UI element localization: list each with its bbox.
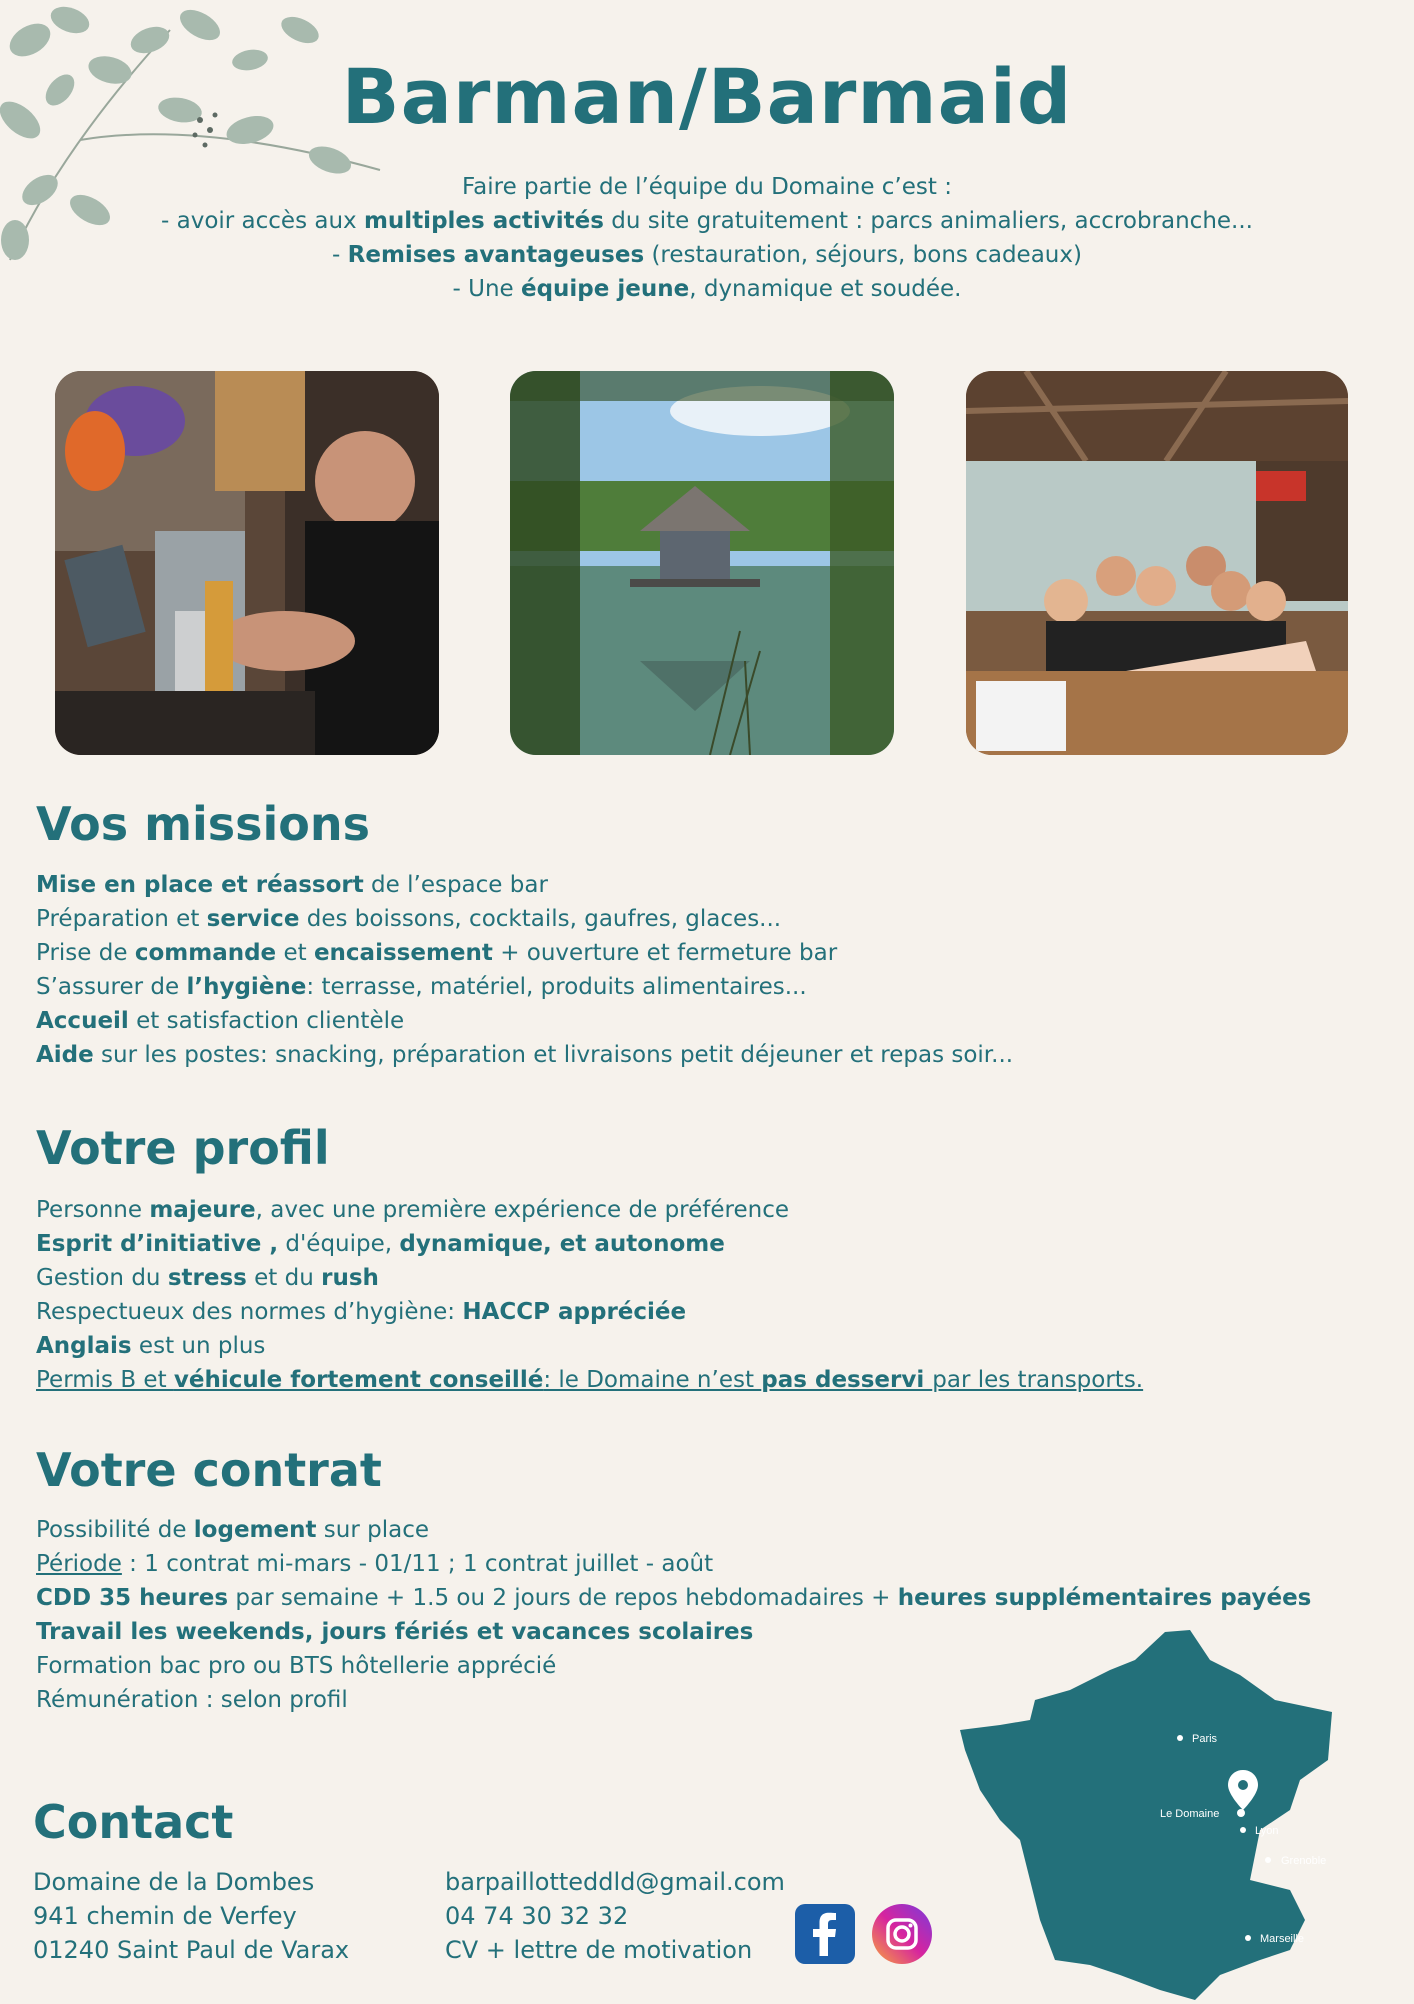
photo-barman [55,371,439,755]
missions-list [36,868,1013,1072]
intro-line: - avoir accès aux multiples activités du site gratuitement : parcs animaliers, accrobranche... [161,208,1253,234]
list-item: Formation bac pro ou BTS hôtellerie apprécié [36,1653,557,1679]
intro-line: Faire partie de l’équipe du Domaine c’est : [462,174,952,200]
photo-lake-cabin [510,371,894,755]
list-item: Période : 1 contrat mi-mars - 01/11 ; 1 contrat juillet - août [36,1551,714,1577]
address-line: 01240 Saint Paul de Varax [33,1936,350,1964]
cv-note: CV + lettre de motivation [445,1936,753,1964]
list-item: Respectueux des normes d’hygiène: HACCP appréciée [36,1299,687,1325]
list-item: Travail les weekends, jours fériés et vacances scolaires [36,1619,754,1645]
grenoble-dot [1265,1857,1271,1863]
facebook-icon[interactable] [795,1904,855,1964]
page-title: Barman/Barmaid [341,52,1073,141]
list-item: Permis B et véhicule fortement conseillé: le Domaine n’est pas desservi par les transports. [36,1367,1144,1393]
intro-line: - Une équipe jeune, dynamique et soudée. [452,276,962,302]
map-label-paris: Paris [1192,1733,1218,1745]
list-item: Possibilité de logement sur place [36,1517,430,1543]
list-item: Esprit d’initiative , d'équipe, dynamique, et autonome [36,1231,725,1257]
map-label-domaine: Le Domaine [1160,1808,1220,1820]
list-item: Gestion du stress et du rush [36,1265,379,1291]
map-label-lyon: Lyon [1255,1825,1279,1837]
france-map [960,1620,1360,2000]
list-item: Personne majeure, avec une première expérience de préférence [36,1197,790,1223]
contact-details [445,1865,785,1967]
marseille-dot [1245,1935,1251,1941]
map-label-grenoble: Grenoble [1281,1855,1327,1867]
missions-heading: Vos missions [36,797,371,851]
address-line: Domaine de la Dombes [33,1868,315,1896]
list-item: Accueil et satisfaction clientèle [36,1008,405,1034]
paris-dot [1177,1735,1183,1741]
instagram-icon[interactable] [872,1904,932,1964]
contrat-heading: Votre contrat [36,1443,382,1497]
list-item: Prise de commande et encaissement + ouverture et fermeture bar [36,940,838,966]
domaine-dot [1237,1809,1245,1817]
map-label-marseille: Marseille [1260,1933,1305,1945]
lyon-dot [1240,1827,1246,1833]
list-item: Préparation et service des boissons, cocktails, gaufres, glaces... [36,906,782,932]
profil-list [36,1193,1143,1397]
email-link[interactable]: barpaillotteddld@gmail.com [445,1868,785,1896]
phone-link[interactable]: 04 74 30 32 32 [445,1902,629,1930]
contact-address [33,1865,349,1967]
list-item: Aide sur les postes: snacking, préparation et livraisons petit déjeuner et repas soir... [36,1042,1014,1068]
list-item: Anglais est un plus [36,1333,266,1359]
intro-line: - Remises avantageuses (restauration, séjours, bons cadeaux) [332,242,1082,268]
list-item: CDD 35 heures par semaine + 1.5 ou 2 jours de repos hebdomadaires + heures supplémentaires payées [36,1585,1312,1611]
list-item: S’assurer de l’hygiène: terrasse, matériel, produits alimentaires... [36,974,807,1000]
profil-heading: Votre profil [36,1121,330,1175]
list-item: Mise en place et réassort de l’espace bar [36,872,548,898]
address-line: 941 chemin de Verfey [33,1902,297,1930]
contact-heading: Contact [33,1795,234,1849]
photo-team [966,371,1348,755]
intro-text [0,170,1414,306]
list-item: Rémunération : selon profil [36,1687,348,1713]
